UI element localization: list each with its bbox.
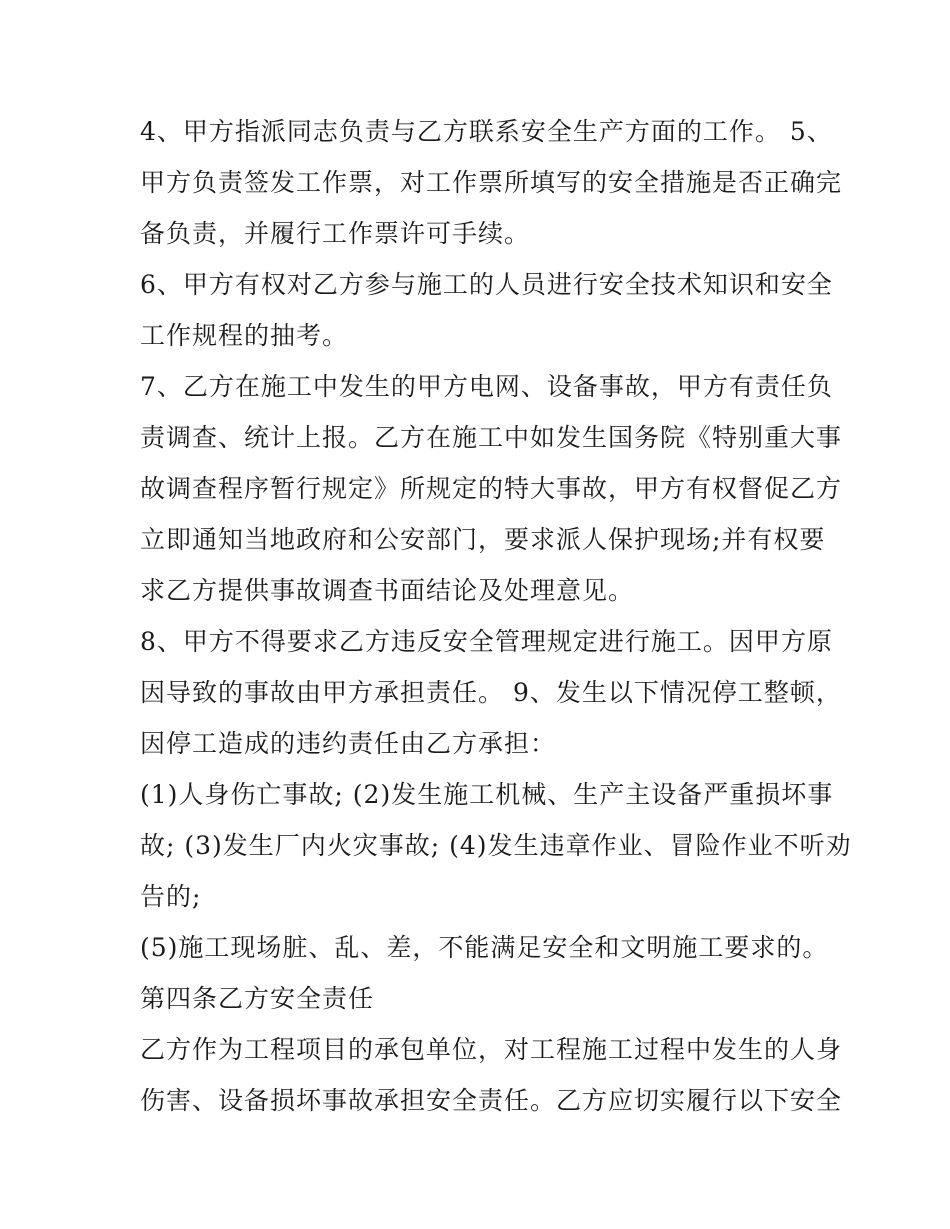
text-line: 6、甲方有权对乙方参与施工的人员进行安全技术知识和安全 [140,270,833,299]
text-line: 工作规程的抽考。 [140,321,349,350]
text-line: 因停工造成的违约责任由乙方承担： [140,729,557,758]
text-line: 立即通知当地政府和公安部门，要求派人保护现场;并有权要 [140,525,826,554]
text-line: (1)人身伤亡事故; (2)发生施工机械、生产主设备严重损坏事 [140,780,834,809]
text-line: 因导致的事故由甲方承担责任。 9、发生以下情况停工整顿， [140,678,842,707]
text-line: 故; (3)发生厂内火灾事故; (4)发生违章作业、冒险作业不听劝 [140,831,852,860]
text-line: (5)施工现场脏、乱、差，不能满足安全和文明施工要求的。 [140,933,829,962]
text-line: 7、乙方在施工中发生的甲方电网、设备事故，甲方有责任负 [140,372,833,401]
text-line: 故调查程序暂行规定》所规定的特大事故，甲方有权督促乙方 [140,474,843,503]
text-line: 责调查、统计上报。乙方在施工中如发生国务院《特别重大事 [140,423,843,452]
section-heading: 第四条乙方安全责任 [140,984,375,1013]
document-body [140,106,852,1126]
text-line: 求乙方提供事故调查书面结论及处理意见。 [140,576,635,605]
text-line: 8、甲方不得要求乙方违反安全管理规定进行施工。因甲方原 [140,627,833,656]
text-line: 伤害、设备损坏事故承担安全责任。乙方应切实履行以下安全 [140,1086,843,1115]
text-line: 甲方负责签发工作票，对工作票所填写的安全措施是否正确完 [140,168,843,197]
text-line: 备负责，并履行工作票许可手续。 [140,219,531,248]
text-line: 告的; [140,882,202,911]
text-line: 4、甲方指派同志负责与乙方联系安全生产方面的工作。 5、 [140,117,833,146]
text-line: 乙方作为工程项目的承包单位，对工程施工过程中发生的人身 [140,1035,843,1064]
